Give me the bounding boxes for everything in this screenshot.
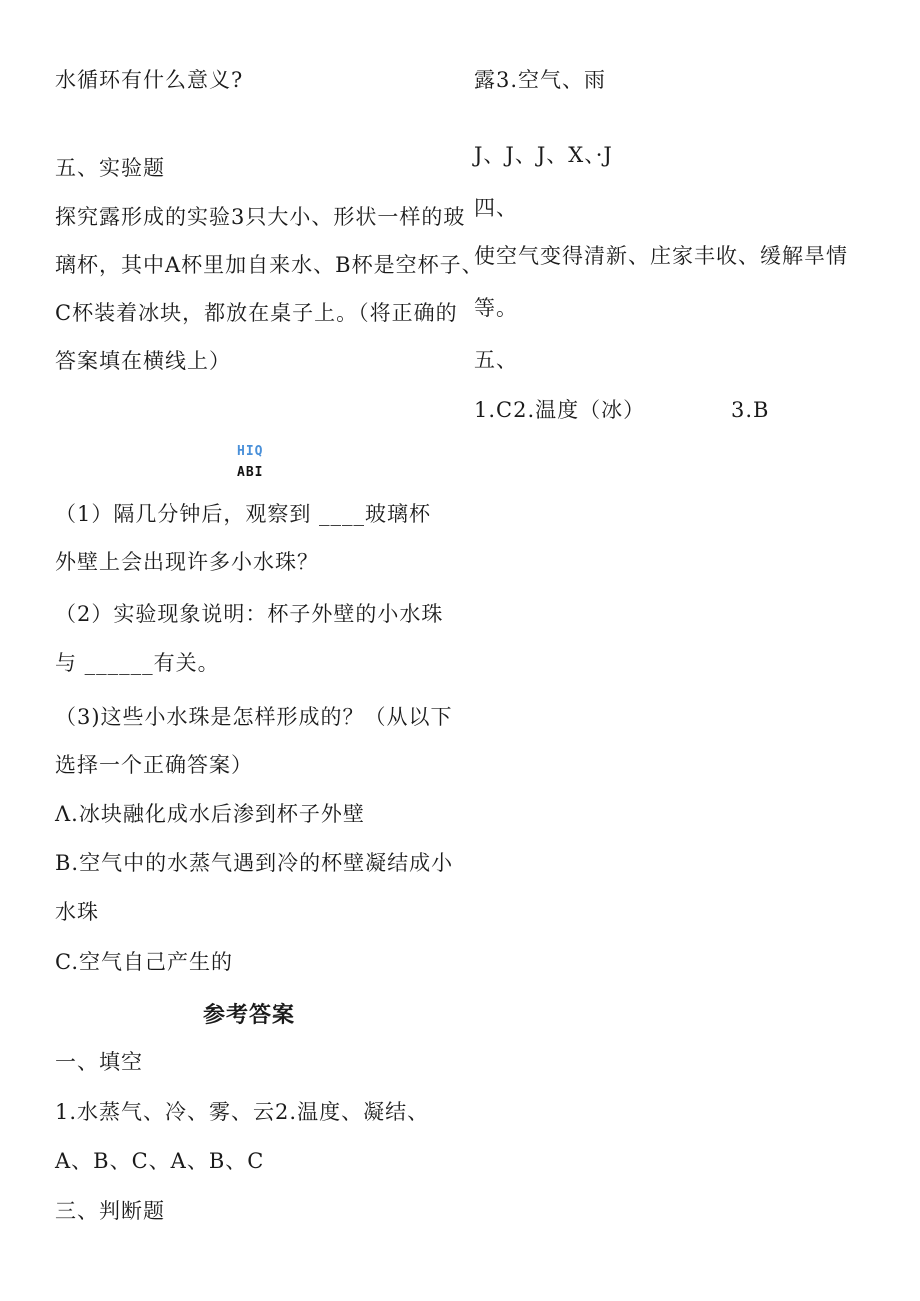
intro-line-3: C杯装着冰块，都放在桌子上。（将正确的 (55, 301, 458, 325)
q3-line-1: （3)这些小水珠是怎样形成的？（从以下 (55, 705, 453, 729)
answer-section-1-title: 一、填空 (55, 1050, 143, 1074)
intro-line-1: 探究露形成的实验3只大小、形状一样的玻 (55, 205, 466, 229)
right-line-3-b: 等。 (474, 296, 518, 320)
option-a: Λ.冰块融化成水后渗到杯子外壁 (55, 802, 365, 826)
option-b-line-2: 水珠 (55, 900, 99, 924)
right-line-2: J、J、J、X、·J (474, 143, 613, 167)
q1-line-2: 外壁上会出现许多小水珠？ (55, 550, 319, 574)
section-5-title: 五、实验题 (55, 156, 165, 180)
q2-line-1: （2）实验现象说明：杯子外壁的小水珠 (55, 602, 444, 626)
question-meaning: 水循环有什么意义? (55, 68, 244, 92)
right-answer-5-a: 1.C2.温度（冰） (474, 398, 646, 422)
q2-line-2: 与 ______有关。 (55, 651, 220, 675)
right-section-4-title: 四、 (474, 196, 518, 220)
figure-label-top: HIQ (237, 444, 264, 459)
q1-line-1: （1）隔几分钟后，观察到 ____玻璃杯 (55, 502, 432, 526)
option-c: C.空气自己产生的 (55, 950, 233, 974)
figure-label-bottom: ABI (237, 465, 264, 480)
answer-section-1-line-1: 1.水蒸气、冷、雾、云2.温度、凝结、 (55, 1100, 430, 1124)
answer-title: 参考答案 (203, 1003, 296, 1028)
right-section-5-title: 五、 (474, 348, 518, 372)
answer-section-3-title: 三、判断题 (55, 1199, 165, 1223)
right-line-3-a: 使空气变得清新、庄家丰收、缓解旱情 (474, 244, 848, 268)
right-answer-5-b: 3.B (731, 398, 770, 422)
intro-line-4: 答案填在横线上） (55, 349, 231, 373)
right-line-1: 露3.空气、雨 (474, 68, 607, 92)
intro-line-2: 璃杯，其中A杯里加自来水、B杯是空杯子、 (55, 253, 484, 277)
q3-line-2: 选择一个正确答案） (55, 753, 253, 777)
answer-section-1-line-2: A、B、C、A、B、C (55, 1149, 265, 1173)
option-b-line-1: B.空气中的水蒸气遇到冷的杯壁凝结成小 (55, 851, 454, 875)
